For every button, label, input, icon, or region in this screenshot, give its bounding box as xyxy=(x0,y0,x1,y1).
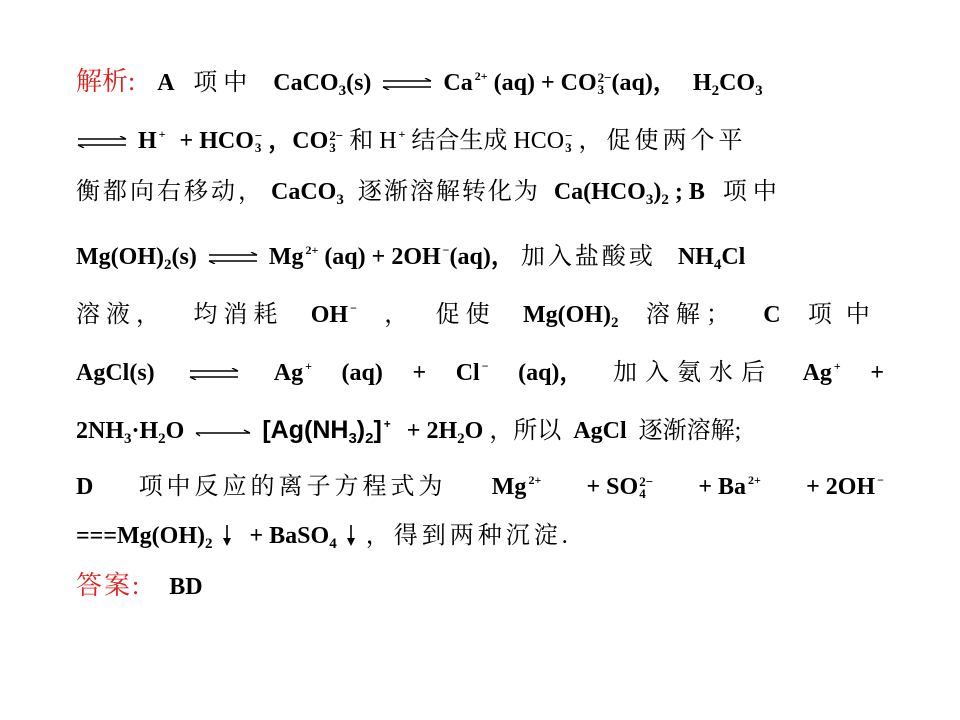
solution-text: 溶液， xyxy=(76,302,166,328)
add-acid-text: 加入盐酸或 xyxy=(520,244,656,270)
ammonia-hydrate: $2NH_3\cdot H_2O$ xyxy=(76,418,185,447)
explanation-line-4 xyxy=(76,228,884,272)
hco3-ion: + HCO − 3 xyxy=(179,128,263,155)
ionic-equation-text: 项中反应的离子方程式为 xyxy=(138,474,447,500)
ba-ion: + Ba $^{2+}$ xyxy=(698,473,761,500)
explanation-label: 解析: xyxy=(76,67,136,96)
promote-text: ，促使两个平 xyxy=(578,128,747,154)
option-c: C xyxy=(763,302,781,328)
oh-ion: (aq) + 2OH −(aq)， xyxy=(324,243,515,270)
option-a: A xyxy=(157,70,174,96)
consume-text: 均消耗 xyxy=(193,302,284,328)
answer-value: BD xyxy=(169,574,203,600)
ca-hco3-2: $Ca(HCO_3)_2$ xyxy=(553,179,669,208)
agcl: AgCl xyxy=(573,418,627,444)
explanation-line-5 xyxy=(76,286,884,330)
aq-state: (aq)， xyxy=(518,360,584,386)
h2co3: $H_2CO_3$ xyxy=(692,70,763,99)
h-ion: H + xyxy=(138,127,166,154)
explanation-line-7 xyxy=(76,402,884,446)
mgoh2-solid: $Mg(OH)_2(s)$ xyxy=(76,244,197,273)
water: + $2H_2O$ xyxy=(406,418,484,447)
so4-ion: + SO 2− 4 xyxy=(586,474,654,501)
add-ammonia-text: 加入氨水后 xyxy=(613,360,773,386)
promote-text: 促使 xyxy=(435,302,496,328)
baso4-precipitate: + BaSO$_4$ xyxy=(249,523,337,552)
he-h: 和 H + xyxy=(349,127,406,154)
mg-ion: Mg $^{2+}$ xyxy=(491,473,542,500)
explanation-line-8 xyxy=(76,458,884,502)
ca-ion: Ca $^{2+}$ xyxy=(443,69,488,96)
option-b: ; B xyxy=(674,179,705,205)
equilibrium-arrow-icon xyxy=(207,252,259,264)
option-c-text: 项中 xyxy=(807,302,884,328)
therefore-text: ，所以 xyxy=(489,418,562,444)
nh4cl: $NH_4Cl$ xyxy=(677,244,746,273)
explanation-line-6 xyxy=(76,344,884,388)
option-a-text: 项中 xyxy=(193,70,254,96)
co3-ion: (aq) + CO 2− 3 (aq)， xyxy=(493,70,677,97)
agcl-solid: AgCl(s) xyxy=(76,360,155,386)
precipitate-arrow-icon xyxy=(222,523,232,547)
option-d: D xyxy=(76,474,94,500)
combine-text: 结合生成 HCO − 3 xyxy=(411,128,573,155)
option-b-text: 项中 xyxy=(722,179,783,205)
plus-sign: + xyxy=(870,360,884,386)
precipitate-arrow-icon xyxy=(346,523,356,547)
mgoh2: $Mg(OH)_2$ xyxy=(522,302,619,331)
reaction-arrow-icon xyxy=(194,427,252,437)
caco3: CaCO$_3$(s) xyxy=(273,70,372,99)
dissolve-text: 溶解； xyxy=(645,302,736,328)
oh-ion: + 2OH − xyxy=(806,473,884,500)
balance-text: 衡都向右移动， xyxy=(76,179,265,205)
aq-state: (aq) xyxy=(341,360,383,386)
ag-ion: Ag + xyxy=(802,359,841,386)
explanation-line-2 xyxy=(76,112,884,156)
oh-ion: OH − xyxy=(310,301,357,328)
plus-sign: + xyxy=(412,360,427,386)
equilibrium-arrow-icon xyxy=(76,136,128,148)
convert-text: 逐渐溶解转化为 xyxy=(357,179,540,205)
mg-ion: Mg $^{2+}$ xyxy=(268,243,319,270)
explanation-line-1 xyxy=(76,54,884,98)
silver-ammonia-complex: $[Ag(NH_3)_2]$ + xyxy=(262,416,391,447)
ag-ion: Ag + xyxy=(273,359,312,386)
cl-ion: Cl − xyxy=(455,359,489,386)
equilibrium-arrow-icon xyxy=(188,368,240,380)
mgoh2-precipitate: $===Mg(OH)_2$ xyxy=(76,523,213,552)
precipitate-text: ，得到两种沉淀. xyxy=(365,523,572,549)
answer-label: 答案: xyxy=(76,571,142,600)
comma: ， xyxy=(384,302,409,328)
equilibrium-arrow-icon xyxy=(381,78,433,90)
dissolve-text: 逐渐溶解; xyxy=(638,418,742,444)
explanation-line-9 xyxy=(76,514,884,558)
co3-ion: ，CO 2− 3 xyxy=(268,128,344,155)
caco3: CaCO$_3$ xyxy=(271,179,344,208)
explanation-line-3 xyxy=(76,170,884,214)
answer-line xyxy=(76,564,884,608)
